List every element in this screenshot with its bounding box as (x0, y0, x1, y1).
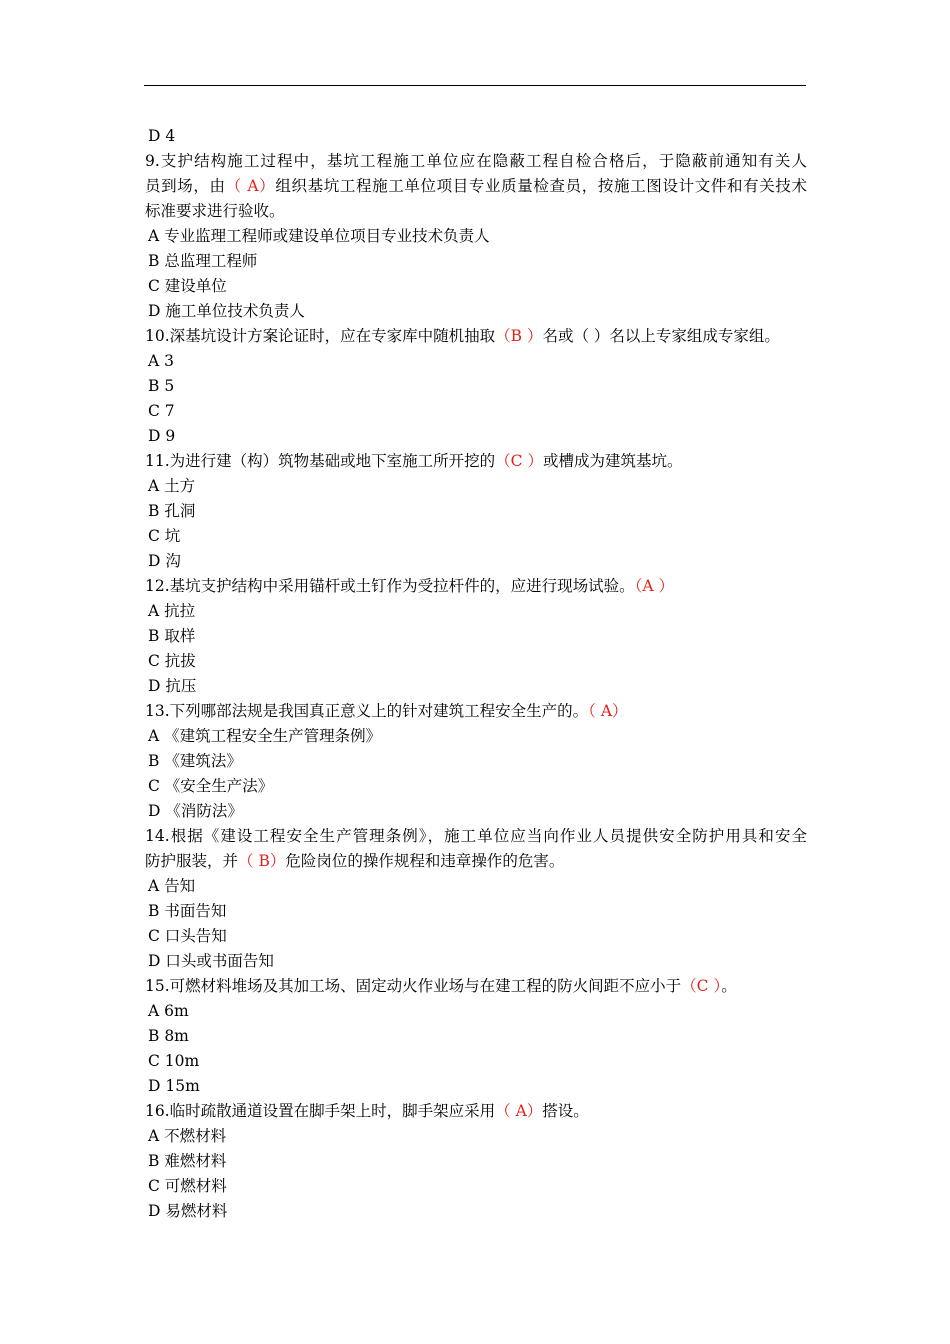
question-text-line (145, 199, 807, 224)
answer-option (145, 674, 807, 699)
line-text: D 4 (148, 127, 176, 145)
line-text: A 土方 (148, 477, 196, 495)
line-text: C 10m (148, 1052, 200, 1070)
line-text: A 告知 (148, 877, 196, 895)
header-rule (144, 85, 806, 86)
question-text-line (145, 149, 807, 174)
answer-option (145, 274, 807, 299)
answer-option (145, 1174, 807, 1199)
answer-option (145, 749, 807, 774)
answer-option (145, 1049, 807, 1074)
answer-option (145, 249, 807, 274)
answer-option (145, 1074, 807, 1099)
exam-question-list (145, 124, 807, 1224)
line-text: A 6m (148, 1002, 189, 1020)
answer-option (145, 524, 807, 549)
question-text-line (145, 699, 807, 724)
answer-option (145, 349, 807, 374)
answer-option (145, 724, 807, 749)
answer-option (145, 1024, 807, 1049)
line-text: 员到场，由 (145, 177, 226, 195)
answer-option (145, 374, 807, 399)
line-text: D 抗压 (148, 677, 197, 695)
answer-option (145, 124, 807, 149)
line-text: 名或（ ）名以上专家组成专家组。 (542, 327, 780, 345)
answer-option (145, 1124, 807, 1149)
answer-option (145, 1149, 807, 1174)
line-text: 搭设。 (542, 1102, 589, 1120)
line-text: D 口头或书面告知 (148, 952, 274, 970)
line-text: A 专业监理工程师或建设单位项目专业技术负责人 (148, 227, 490, 245)
line-text: D 9 (148, 427, 176, 445)
question-text-line (145, 324, 807, 349)
question-text-line (145, 824, 807, 849)
line-text: 13.下列哪部法规是我国真正意义上的针对建筑工程安全生产的。 (145, 702, 589, 720)
answer-mark: （C ） (681, 977, 722, 995)
answer-option (145, 224, 807, 249)
line-text: C 坑 (148, 527, 181, 545)
line-text: C 口头告知 (148, 927, 227, 945)
line-text: B 5 (148, 377, 175, 395)
answer-option (145, 549, 807, 574)
answer-option (145, 874, 807, 899)
line-text: D 易燃材料 (148, 1202, 228, 1220)
question-text-line (145, 174, 807, 199)
line-text: 10.深基坑设计方案论证时，应在专家库中随机抽取 (145, 327, 496, 345)
line-text: A 《建筑工程安全生产管理条例》 (148, 727, 382, 745)
line-text: 11.为进行建（构）筑物基础或地下室施工所开挖的 (145, 452, 496, 470)
answer-mark: （ B） (238, 852, 286, 870)
answer-option (145, 799, 807, 824)
question-text-line (145, 1099, 807, 1124)
line-text: C 可燃材料 (148, 1177, 227, 1195)
answer-option (145, 649, 807, 674)
answer-option (145, 474, 807, 499)
line-text: A 3 (148, 352, 174, 370)
answer-option (145, 999, 807, 1024)
answer-option (145, 949, 807, 974)
line-text: 15.可燃材料堆场及其加工场、固定动火作业场与在建工程的防火间距不应小于 (145, 977, 682, 995)
line-text: 。 (721, 977, 737, 995)
answer-mark: （ A） (495, 1102, 543, 1120)
line-text: D 15m (148, 1077, 200, 1095)
answer-mark: （A ） (634, 577, 675, 595)
answer-option (145, 599, 807, 624)
line-text: B 8m (148, 1027, 189, 1045)
question-text-line (145, 849, 807, 874)
answer-mark: （B ） (495, 327, 543, 345)
answer-option (145, 774, 807, 799)
line-text: 12.基坑支护结构中采用锚杆或土钉作为受拉杆件的，应进行现场试验。 (145, 577, 635, 595)
answer-mark: （C ） (495, 452, 543, 470)
question-text-line (145, 974, 807, 999)
line-text: D 施工单位技术负责人 (148, 302, 305, 320)
line-text: C 建设单位 (148, 277, 227, 295)
question-text-line (145, 449, 807, 474)
answer-option (145, 899, 807, 924)
line-text: B 总监理工程师 (148, 252, 258, 270)
answer-option (145, 424, 807, 449)
answer-option (145, 624, 807, 649)
line-text: B 取样 (148, 627, 196, 645)
line-text: B 难燃材料 (148, 1152, 227, 1170)
line-text: C 《安全生产法》 (148, 777, 274, 795)
answer-option (145, 1199, 807, 1224)
line-text: C 7 (148, 402, 175, 420)
line-text: 防护服装，并 (145, 852, 239, 870)
answer-option (145, 924, 807, 949)
line-text: 组织基坑工程施工单位项目专业质量检查员，按施工图设计文件和有关技术 (275, 177, 807, 195)
answer-option (145, 499, 807, 524)
line-text: 9.支护结构施工过程中，基坑工程施工单位应在隐蔽工程自检合格后，于隐蔽前通知有关人 (145, 152, 807, 170)
answer-option (145, 299, 807, 324)
answer-mark: （ A） (225, 177, 276, 195)
answer-mark: （ A） (588, 702, 628, 720)
line-text: 危险岗位的操作规程和违章操作的危害。 (285, 852, 565, 870)
line-text: D 沟 (148, 552, 181, 570)
line-text: A 抗拉 (148, 602, 196, 620)
line-text: 或槽成为建筑基坑。 (542, 452, 683, 470)
line-text: 标准要求进行验收。 (145, 202, 285, 220)
line-text: 16.临时疏散通道设置在脚手架上时，脚手架应采用 (145, 1102, 496, 1120)
line-text: B 《建筑法》 (148, 752, 242, 770)
line-text: B 孔洞 (148, 502, 196, 520)
line-text: B 书面告知 (148, 902, 227, 920)
line-text: D 《消防法》 (148, 802, 243, 820)
question-text-line (145, 574, 807, 599)
answer-option (145, 399, 807, 424)
line-text: C 抗拔 (148, 652, 196, 670)
line-text: 14.根据《建设工程安全生产管理条例》，施工单位应当向作业人员提供安全防护用具和安全 (145, 827, 807, 845)
line-text: A 不燃材料 (148, 1127, 227, 1145)
